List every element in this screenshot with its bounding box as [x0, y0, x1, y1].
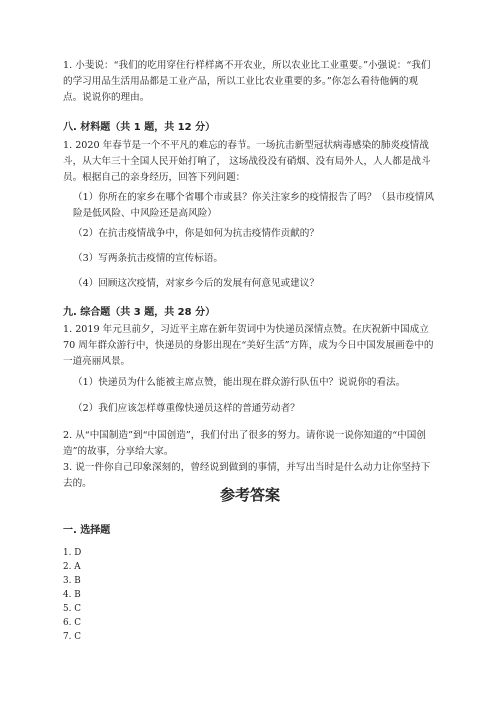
question-paragraph: 1. 小斐说：“我们的吃用穿住行样样离不开农业，所以农业比工业重要。”小强说：“我们的学习用品生活用品都是工业产品，所以工业比农业重要的多。”你怎么看待他俩的观点。说说你的理由。: [63, 60, 431, 103]
comprehensive-intro: 1. 2019 年元旦前夕，习近平主席在新年贺词中为快递员深情点赞。在庆祝新中国成立 70 周年群众游行中，快递员的身影出现在“美好生活”方阵，成为今日中国发展画卷中的一道亮丽风景。: [63, 324, 434, 367]
material-intro: 1. 2020 年春节是一个不平凡的难忘的春节。一场抗击新型冠状病毒感染的肺炎疫情战斗，从大年三十全国人民开始打响了， 这场战役没有硝烟、没有局外人，人人都是战斗员。根据自己的亲身经历，回答下列问题：: [63, 140, 431, 183]
answers-section-heading: 一. 选择题: [63, 525, 111, 536]
question-paragraph: 2. 从“中国制造”到“中国创造”，我们付出了很多的努力。请你说一说你知道的“中国创造”的故事，分享给大家。: [63, 430, 426, 457]
answer-item: 3. B: [63, 576, 81, 586]
answer-item: 6. C: [63, 618, 81, 628]
sub-question: （2）我们应该怎样尊重像快递员这样的普通劳动者？: [73, 403, 300, 414]
sub-question: （1）快递员为什么能被主席点赞，能出现在群众游行队伍中？说说你的看法。: [73, 377, 406, 388]
answer-item: 4. B: [63, 590, 81, 600]
sub-question: （2）在抗击疫情战争中，你是如何为抗击疫情作贡献的？: [73, 228, 319, 239]
sub-question: （1）你所在的家乡在哪个省哪个市或县？你关注家乡的疫情报告了吗？（县市疫情风险是低风险、中风险还是高风险）: [73, 192, 435, 219]
sub-question: （4）回顾这次疫情，对家乡今后的发展有何意见或建议？: [73, 278, 319, 289]
answer-item: 7. C: [63, 632, 81, 642]
question-paragraph: 3. 说一件你自己印象深刻的，曾经说到做到的事情，并写出当时是什么动力让你坚持下去的。: [63, 462, 431, 489]
answers-title: 参考答案: [219, 486, 280, 504]
section-heading: 九. 综合题（共 3 题，共 28 分）: [63, 307, 216, 318]
sub-question: （3）写两条抗击疫情的宣传标语。: [73, 253, 224, 264]
answer-item: 5. C: [63, 604, 81, 614]
answer-item: 1. D: [63, 548, 82, 558]
answer-item: 2. A: [63, 562, 81, 572]
section-heading: 八. 材料题（共 1 题，共 12 分）: [63, 122, 216, 133]
